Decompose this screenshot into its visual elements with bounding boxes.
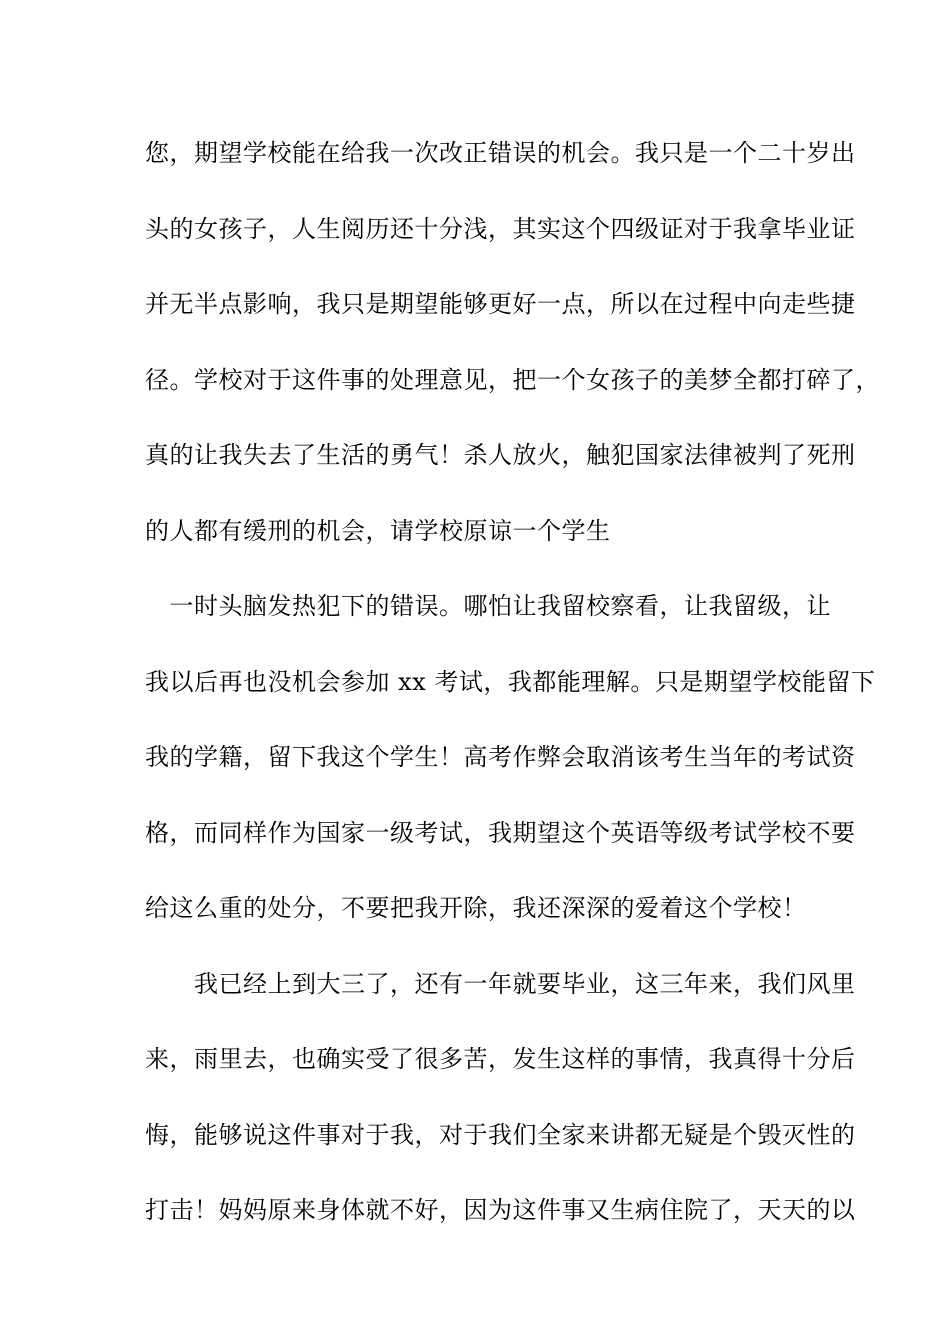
text-line: 打击！妈妈原来身体就不好，因为这件事又生病住院了，天天的以 (145, 1196, 856, 1224)
text-line: 我的学籍，留下我这个学生！高考作弊会取消该考生当年的考试资 (145, 743, 856, 771)
text-line: 来，雨里去，也确实受了很多苦，发生这样的事情，我真得十分后 (145, 1045, 856, 1073)
text-line: 我已经上到大三了，还有一年就要毕业，这三年来，我们风里 (145, 969, 856, 998)
text-line: 格，而同样作为国家一级考试，我期望这个英语等级考试学校不要 (145, 818, 856, 847)
text-line: 的人都有缓刑的机会，请学校原谅一个学生 (145, 516, 611, 545)
text-line: 并无半点影响，我只是期望能够更好一点，所以在过程中向走些捷 (145, 290, 856, 318)
text-line: 给这么重的处分，不要把我开除，我还深深的爱着这个学校！ (145, 894, 807, 922)
text-line: 悔，能够说这件事对于我，对于我们全家来讲都无疑是个毁灭性的 (145, 1120, 856, 1149)
text-line: 真的让我失去了生活的勇气！杀人放火，触犯国家法律被判了死刑 (145, 441, 856, 469)
text-line: 一时头脑发热犯下的错误。哪怕让我留校察看，让我留级，让 (145, 592, 831, 620)
text-line: 您，期望学校能在给我一次改正错误的机会。我只是一个二十岁出 (145, 139, 856, 167)
body-text (145, 133, 880, 1266)
text-line: 径。学校对于这件事的处理意见，把一个女孩子的美梦全都打碎了， (145, 365, 880, 394)
text-line: 我以后再也没机会参加 xx 考试，我都能理解。只是期望学校能留下 (145, 667, 876, 696)
text-line: 头的女孩子，人生阅历还十分浅，其实这个四级证对于我拿毕业证 (145, 214, 856, 243)
